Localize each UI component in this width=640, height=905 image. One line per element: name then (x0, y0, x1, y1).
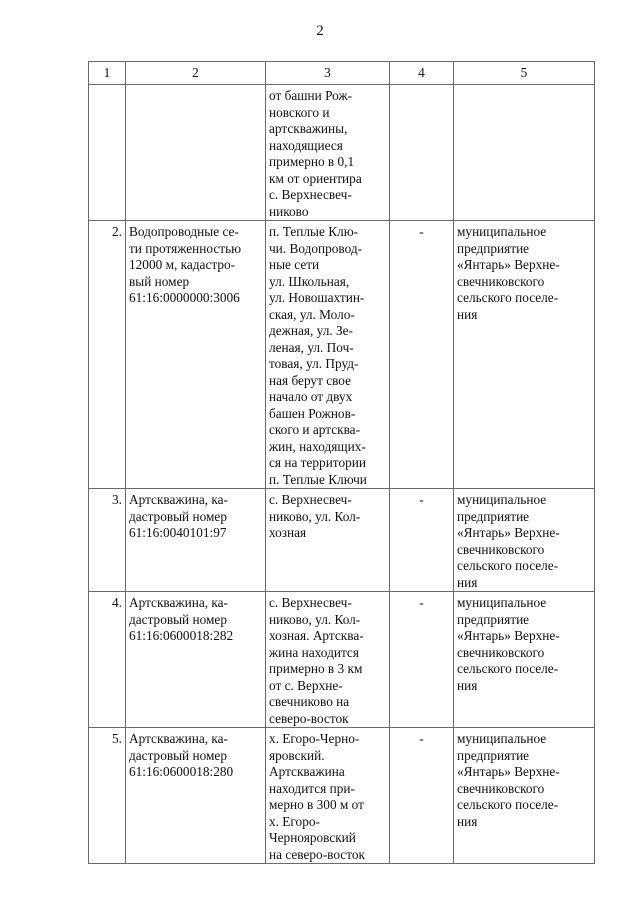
object-location-line: никово, ул. Кол- (269, 611, 361, 627)
holder-name (454, 489, 595, 592)
object-name (126, 728, 266, 864)
table-row (89, 592, 595, 728)
holder-name-line: ния (457, 813, 478, 829)
object-name-line: дастровый номер (129, 508, 227, 524)
object-location-line: мерно в 300 м от (269, 797, 364, 812)
object-location-line: хозная. Артсква- (269, 628, 364, 643)
holder-name-line: муниципальное (457, 224, 547, 239)
object-name (126, 85, 266, 221)
holder-name-line: «Янтарь» Верхне- (457, 525, 560, 540)
object-location-line: находящиеся (269, 137, 343, 153)
holder-name-line: предприятие (457, 611, 530, 627)
holder-name (454, 221, 595, 489)
holder-name-line: «Янтарь» Верхне- (457, 257, 560, 272)
object-location-line: артскважины, (269, 121, 348, 136)
holder-name (454, 592, 595, 728)
holder-name-line: предприятие (457, 747, 530, 763)
object-location-line: х. Егоро-Черно- (269, 731, 360, 746)
object-name-line: ти протяженностью (129, 240, 242, 256)
object-location-line: на северо-восток (269, 846, 365, 862)
table-row (89, 489, 595, 592)
row-number: 4. (89, 592, 126, 728)
col4-value: - (390, 489, 454, 592)
holder-name-line: сельского поселе- (457, 797, 559, 812)
holder-name-line: ния (457, 677, 478, 693)
holder-name (454, 728, 595, 864)
holder-name-line: сельского поселе- (457, 290, 559, 305)
header-cell-4: 4 (390, 62, 454, 85)
object-location-line: от с. Верхне- (269, 677, 343, 693)
object-location-line: ского и артсква- (269, 422, 361, 437)
object-location-line: хозная (269, 525, 307, 540)
holder-name-line: ния (457, 306, 478, 322)
holder-name-line: сельского поселе- (457, 558, 559, 573)
object-location (266, 592, 390, 728)
object-name-line: 61:16:0600018:280 (129, 764, 234, 779)
object-location-line: яровский. (269, 747, 325, 763)
holder-name (454, 85, 595, 221)
object-location (266, 489, 390, 592)
object-location (266, 728, 390, 864)
holder-name-line: муниципальное (457, 595, 547, 610)
object-location-line: новского и (269, 104, 330, 120)
object-location-line: никово, ул. Кол- (269, 508, 361, 524)
object-location-line: примерно в 3 км (269, 661, 363, 676)
object-location-line: товая, ул. Пруд- (269, 356, 359, 371)
object-location-line: башен Рожнов- (269, 405, 356, 421)
object-location-line: ская, ул. Моло- (269, 306, 355, 322)
object-location-line: ул. Новошахтин- (269, 290, 365, 305)
header-cell-1: 1 (89, 62, 126, 85)
row-number: 5. (89, 728, 126, 864)
object-location-line: км от ориентира (269, 170, 362, 186)
table-body (89, 62, 595, 864)
object-location-line: свечниково на (269, 694, 350, 709)
table-row (89, 221, 595, 489)
object-location-line: находится при- (269, 780, 355, 796)
object-name-line: 61:16:0000000:3006 (129, 290, 240, 305)
object-name-line: 61:16:0040101:97 (129, 525, 227, 540)
object-location-line: от башни Рож- (269, 88, 353, 103)
object-location-line: леная, ул. Поч- (269, 339, 354, 355)
object-location-line: никово (269, 203, 309, 219)
holder-name-line: «Янтарь» Верхне- (457, 628, 560, 643)
object-location-line: жин, находящих- (269, 438, 366, 454)
object-location (266, 85, 390, 221)
holder-name-line: свечниковского (457, 273, 545, 289)
holder-name-line: муниципальное (457, 731, 547, 746)
object-name-line: дастровый номер (129, 611, 227, 627)
object-location-line: начало от двух (269, 389, 353, 404)
object-location-line: дежная, ул. Зе- (269, 323, 353, 338)
object-location (266, 221, 390, 489)
object-location-line: чи. Водопровод- (269, 240, 363, 256)
object-location-line: с. Верхнесвеч- (269, 187, 352, 202)
col4-value: - (390, 221, 454, 489)
table-row (89, 85, 595, 221)
row-number: 2. (89, 221, 126, 489)
col4-value (390, 85, 454, 221)
object-location-line: Артскважина (269, 764, 345, 779)
table-header-row (89, 62, 595, 85)
object-location-line: северо-восток (269, 710, 349, 726)
object-location-line: примерно в 0,1 (269, 154, 355, 169)
object-location-line: ся на территории (269, 455, 366, 470)
holder-name-line: ния (457, 574, 478, 590)
object-name-line: дастровый номер (129, 747, 227, 763)
object-location-line: ная берут свое (269, 372, 352, 388)
holder-name-line: сельского поселе- (457, 661, 559, 676)
object-location-line: ул. Школьная, (269, 273, 350, 289)
object-name (126, 592, 266, 728)
holder-name-line: предприятие (457, 508, 530, 524)
object-location-line: Чернояровский (269, 830, 356, 845)
object-name-line: 61:16:0600018:282 (129, 628, 234, 643)
property-table (88, 61, 595, 864)
object-name-line: Артскважина, ка- (129, 731, 228, 746)
object-location-line: жина находится (269, 644, 359, 660)
object-location-line: с. Верхнесвеч- (269, 492, 352, 507)
object-location-line: п. Теплые Клю- (269, 224, 359, 239)
col4-value: - (390, 592, 454, 728)
object-location-line: ные сети (269, 257, 320, 272)
col4-value: - (390, 728, 454, 864)
object-location-line: п. Теплые Ключи (269, 471, 367, 487)
page-number: 2 (316, 23, 324, 39)
holder-name-line: предприятие (457, 240, 530, 256)
row-number: 3. (89, 489, 126, 592)
table-row (89, 728, 595, 864)
header-cell-3: 3 (266, 62, 390, 85)
holder-name-line: «Янтарь» Верхне- (457, 764, 560, 779)
object-location-line: х. Егоро- (269, 813, 320, 829)
object-name (126, 489, 266, 592)
row-number (89, 85, 126, 221)
holder-name-line: свечниковского (457, 541, 545, 557)
object-name-line: Водопроводные се- (129, 224, 239, 239)
holder-name-line: свечниковского (457, 780, 545, 796)
holder-name-line: муниципальное (457, 492, 547, 507)
object-name-line: вый номер (129, 273, 190, 289)
object-name (126, 221, 266, 489)
holder-name-line: свечниковского (457, 644, 545, 660)
object-name-line: Артскважина, ка- (129, 595, 228, 610)
header-cell-5: 5 (454, 62, 595, 85)
header-cell-2: 2 (126, 62, 266, 85)
object-name-line: Артскважина, ка- (129, 492, 228, 507)
object-location-line: с. Верхнесвеч- (269, 595, 352, 610)
object-name-line: 12000 м, кадастро- (129, 257, 236, 272)
